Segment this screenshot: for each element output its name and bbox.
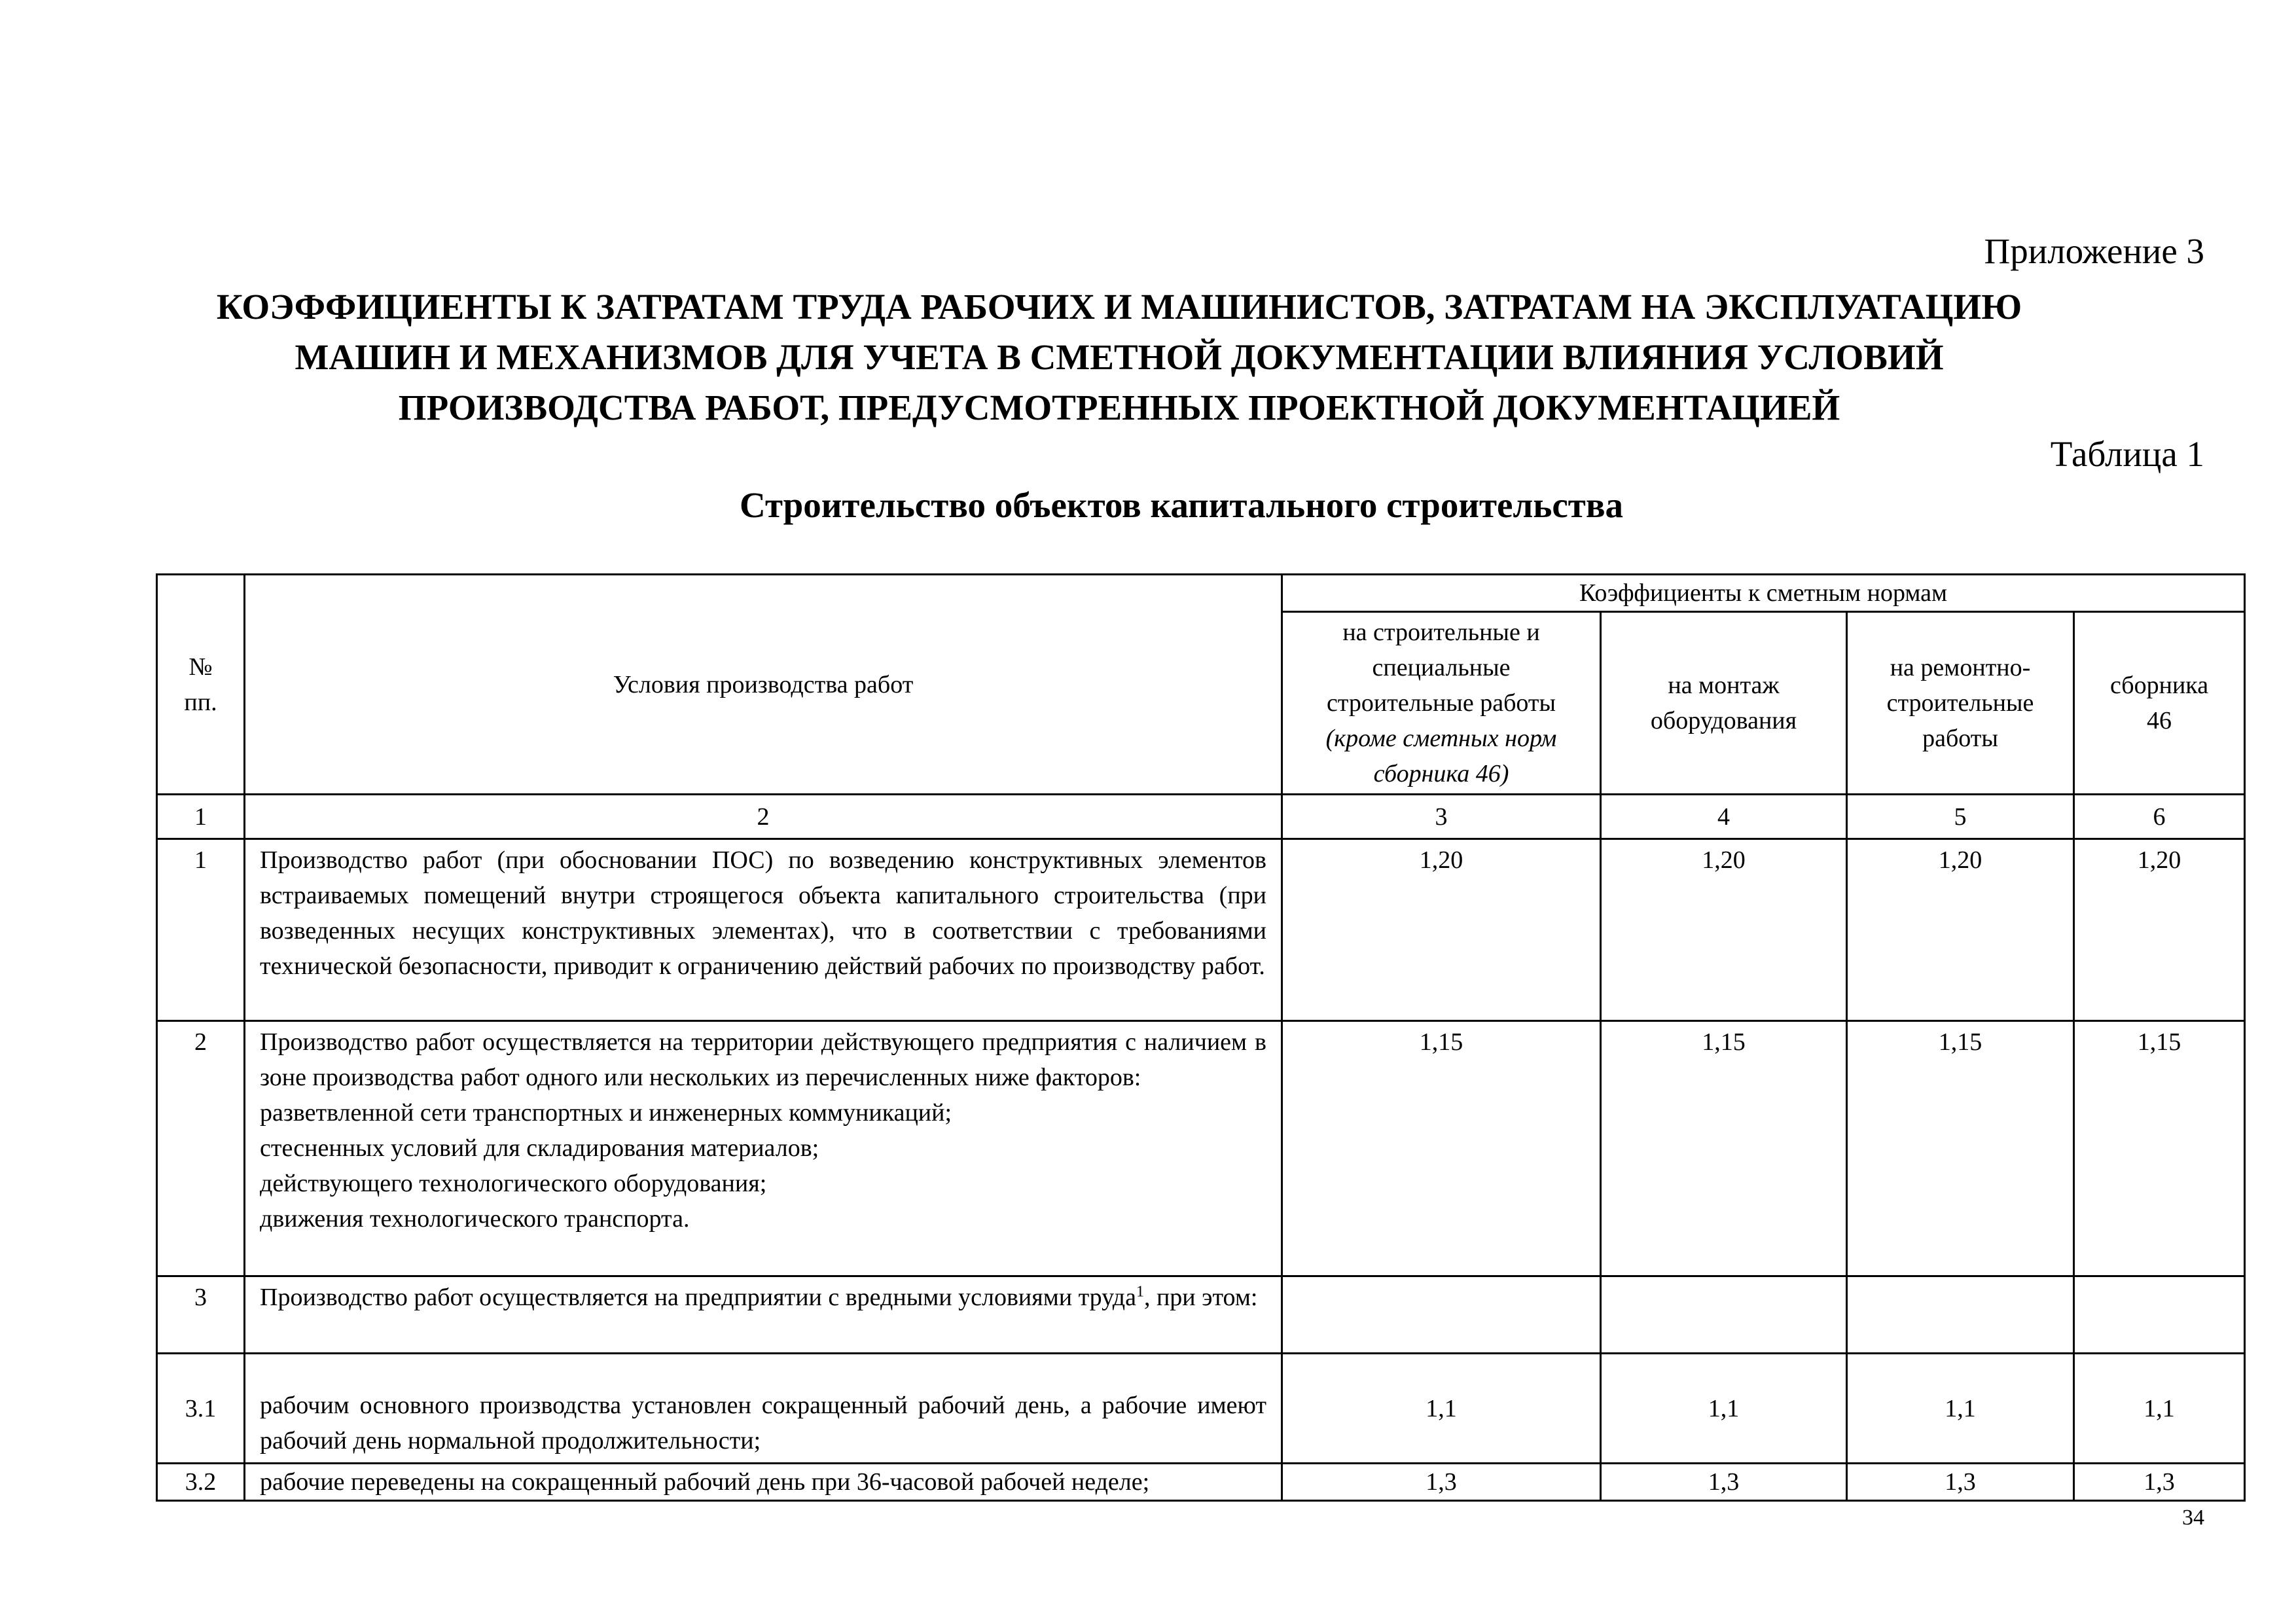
row-condition-text: Производство работ (при обосновании ПОС) по возведению конструктивных элементов встраиваемых помещений внутри строящегося объекта капитального строительства (при возведенных несущих конструктивных элементах), что в соответствии с требованиями технической безопасности, приводит к ограничению действий рабочих по производству работ. <box>245 839 1282 1021</box>
empty-cell <box>2074 1276 2245 1354</box>
header-number-symbol: № <box>188 653 213 681</box>
row-number: 3.2 <box>157 1464 245 1501</box>
coefficient-value: 1,15 <box>1601 1021 1847 1276</box>
empty-cell <box>1847 1276 2074 1354</box>
coefficient-value: 1,20 <box>2074 839 2245 1021</box>
title-line: МАШИН И МЕХАНИЗМОВ ДЛЯ УЧЕТА В СМЕТНОЙ ДОКУМЕНТАЦИИ ВЛИЯНИЯ УСЛОВИЙ <box>295 337 1944 377</box>
coefficient-value: 1,1 <box>1847 1354 2074 1464</box>
title-line: КОЭФФИЦИЕНТЫ К ЗАТРАТАМ ТРУДА РАБОЧИХ И МАШИНИСТОВ, ЗАТРАТАМ НА ЭКСПЛУАТАЦИЮ <box>216 287 2022 327</box>
coefficient-value: 1,3 <box>2074 1464 2245 1501</box>
header-line: оборудования <box>1650 707 1797 734</box>
index-cell: 3 <box>1282 795 1601 839</box>
coefficient-value: 1,3 <box>1601 1464 1847 1501</box>
row-condition-text: рабочие переведены на сокращенный рабочий день при 36-часовой рабочей неделе; <box>245 1464 1282 1501</box>
coefficient-value: 1,1 <box>2074 1354 2245 1464</box>
header-row <box>157 575 2245 612</box>
index-cell: 2 <box>245 795 1282 839</box>
header-cell-construction <box>1282 612 1601 795</box>
column-index-row <box>157 795 2245 839</box>
header-line: работы <box>1922 725 1998 752</box>
header-line: специальные <box>1372 654 1511 681</box>
header-cell-conditions: Условия производства работ <box>245 575 1282 795</box>
row-number: 2 <box>157 1021 245 1276</box>
index-cell: 6 <box>2074 795 2245 839</box>
header-line-italic: (кроме сметных норм <box>1325 725 1557 752</box>
factor-line: разветвленной сети транспортных и инженерных коммуникаций; <box>260 1099 952 1127</box>
header-cell-collection46 <box>2074 612 2245 795</box>
coefficient-value: 1,3 <box>1847 1464 2074 1501</box>
row-number: 3.1 <box>157 1354 245 1464</box>
table-row <box>157 1354 2245 1464</box>
table-row <box>157 839 2245 1021</box>
coefficient-value: 1,20 <box>1601 839 1847 1021</box>
header-cell-installation <box>1601 612 1847 795</box>
footnote-marker: 1 <box>1136 1283 1144 1301</box>
header-line: на монтаж <box>1668 672 1780 699</box>
header-cell-number <box>157 575 245 795</box>
coefficient-value: 1,20 <box>1847 839 2074 1021</box>
table-subtitle: Строительство объектов капитального строительства <box>739 485 1624 525</box>
coefficient-value: 1,20 <box>1282 839 1601 1021</box>
table-row <box>157 1464 2245 1501</box>
coefficient-value: 1,15 <box>1847 1021 2074 1276</box>
header-line: сборника <box>2109 672 2209 699</box>
page-number: 34 <box>2182 1506 2204 1530</box>
header-line: на строительные и <box>1342 619 1540 646</box>
empty-cell <box>1601 1276 1847 1354</box>
header-cell-repair <box>1847 612 2074 795</box>
coefficient-value: 1,1 <box>1282 1354 1601 1464</box>
row-condition-cell <box>245 1276 1282 1354</box>
coefficients-table <box>156 573 2246 1502</box>
header-line-italic: сборника 46) <box>1373 760 1509 787</box>
row-number: 3 <box>157 1276 245 1354</box>
appendix-label: Приложение 3 <box>1984 231 2204 271</box>
header-line: на ремонтно- <box>1890 654 2031 681</box>
factor-line: стесненных условий для складирования материалов; <box>260 1134 819 1162</box>
header-line: 46 <box>2147 707 2172 734</box>
row-condition-text: Производство работ осуществляется на предприятии с вредными условиями труда <box>260 1284 1136 1311</box>
coefficient-value: 1,15 <box>1282 1021 1601 1276</box>
header-line: строительные <box>1886 689 2034 717</box>
row-condition-cell <box>245 1021 1282 1276</box>
document-title <box>0 281 2238 433</box>
index-cell: 1 <box>157 795 245 839</box>
coefficient-value: 1,1 <box>1601 1354 1847 1464</box>
index-cell: 5 <box>1847 795 2074 839</box>
header-number-abbr: пп. <box>184 688 217 716</box>
title-line: ПРОИЗВОДСТВА РАБОТ, ПРЕДУСМОТРЕННЫХ ПРОЕКТНОЙ ДОКУМЕНТАЦИЕЙ <box>398 388 1840 427</box>
factor-line: движения технологического транспорта. <box>260 1205 690 1233</box>
table-row <box>157 1021 2245 1276</box>
factor-line: действующего технологического оборудования; <box>260 1170 767 1197</box>
empty-cell <box>1282 1276 1601 1354</box>
coefficient-value: 1,3 <box>1282 1464 1601 1501</box>
header-line: строительные работы <box>1326 689 1556 717</box>
row-condition-text: рабочим основного производства установлен сокращенный рабочий день, а рабочие имеют рабочий день нормальной продолжительности; <box>245 1354 1282 1464</box>
row-number: 1 <box>157 839 245 1021</box>
header-cell-coefficients: Коэффициенты к сметным нормам <box>1282 575 2245 612</box>
row-condition-text: Производство работ осуществляется на территории действующего предприятия с наличием в зоне производства работ одного или нескольких из перечисленных ниже факторов: <box>260 1028 1266 1091</box>
index-cell: 4 <box>1601 795 1847 839</box>
coefficient-value: 1,15 <box>2074 1021 2245 1276</box>
row-condition-text-tail: , при этом: <box>1143 1284 1258 1311</box>
table-row <box>157 1276 2245 1354</box>
table-label: Таблица 1 <box>2050 434 2204 474</box>
